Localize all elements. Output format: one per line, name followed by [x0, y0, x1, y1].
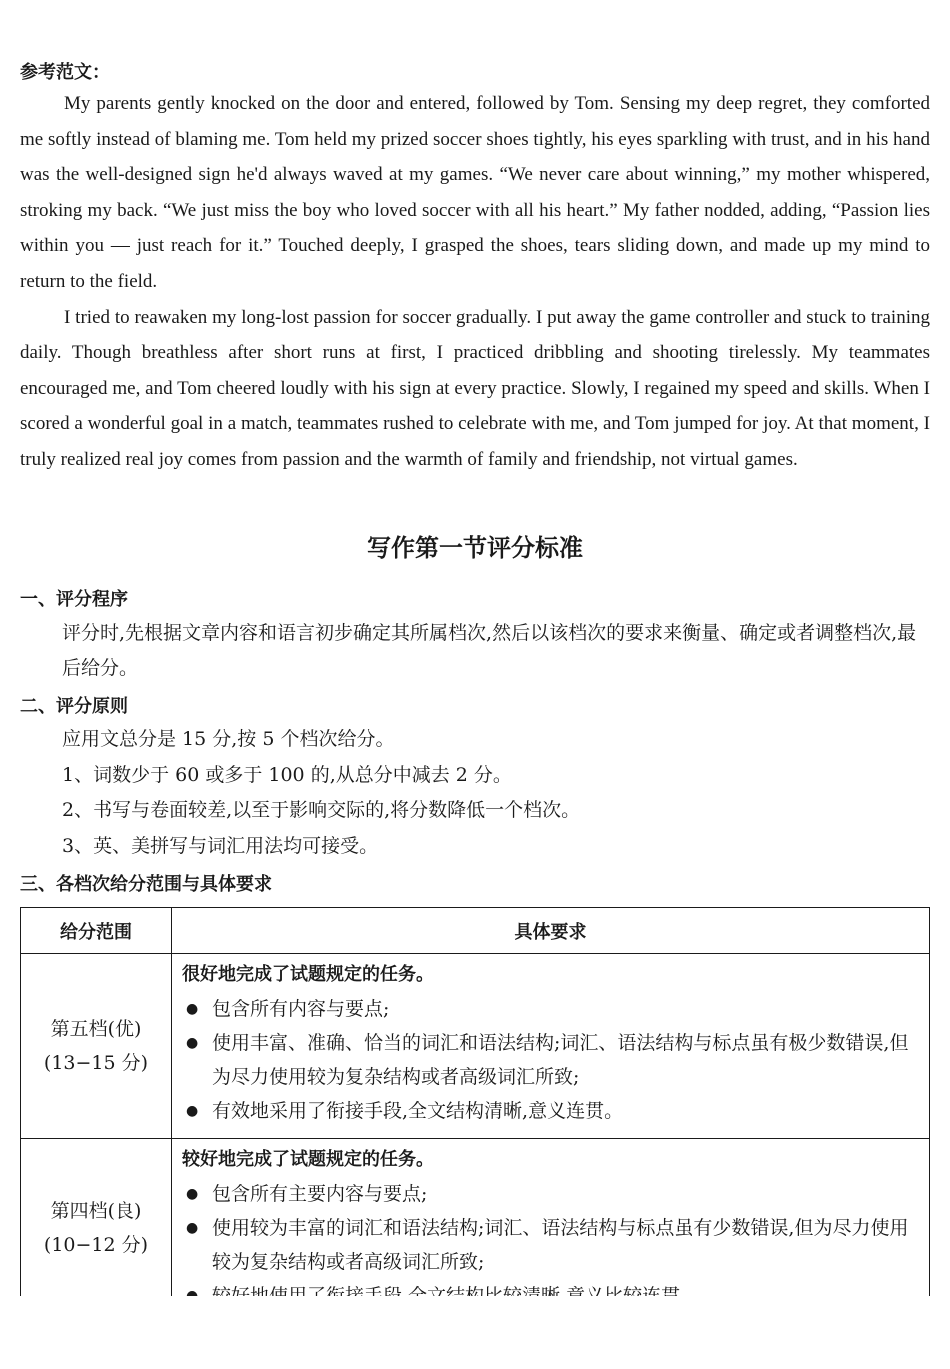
rule-line-2: 2、书写与卷面较差,以至于影响交际的,将分数降低一个档次。: [62, 799, 581, 821]
page-bottom-crop: [0, 1296, 950, 1369]
reference-label: 参考范文：: [20, 62, 110, 83]
level-range: (10−12 分): [43, 1234, 149, 1256]
page-title: 写作第一节评分标准: [367, 534, 583, 562]
level-range: (13−15 分): [43, 1052, 149, 1074]
table-header-row: [21, 908, 930, 954]
rule-line-0: 应用文总分是 15 分,按 5 个档次给分。: [62, 728, 395, 750]
list-item: ● 使用丰富、准确、恰当的词汇和语法结构;词汇、语法结构与标点虽有极少数错误,但为尽力使用较为复杂结构或者高级词汇所致;: [182, 1026, 921, 1094]
level-cell: [21, 1139, 172, 1318]
rule-line-1: 1、词数少于 60 或多于 100 的,从总分中减去 2 分。: [62, 764, 512, 786]
header-score-range: 给分范围: [21, 908, 172, 954]
section-1-text: 评分时,先根据文章内容和语言初步确定其所属档次,然后以该档次的要求来衡量、确定或者调整档次,最后给分。: [62, 622, 917, 679]
grading-table: [20, 907, 930, 1318]
level-cell: [21, 954, 172, 1139]
rule-line-3: 3、英、美拼写与词汇用法均可接受。: [62, 835, 379, 857]
table-row: [21, 1139, 930, 1318]
requirement-cell: [172, 954, 930, 1139]
level-name: 第四档(良): [50, 1200, 142, 1222]
header-requirements: 具体要求: [172, 908, 930, 954]
list-item: ● 包含所有内容与要点;: [182, 992, 921, 1026]
section-2-heading: 二、评分原则: [20, 696, 128, 717]
requirement-summary: 较好地完成了试题规定的任务。: [182, 1149, 434, 1170]
section-1-heading: 一、评分程序: [20, 589, 128, 610]
essay-paragraph-2: I tried to reawaken my long-lost passion for soccer gradually. I put away the game controller and stuck to training daily. Though breathless after short runs at first, I practiced dribbling and shooting tirelessly. My teammates encouraged me, and Tom cheered loudly with his sign at every practice. Slowly, I regained my speed and skills. When I scored a wonderful goal in a match, teammates rushed to celebrate with me, and Tom jumped for joy. At that moment, I truly realized real joy comes from passion and the warmth of family and friendship, not virtual games.: [20, 306, 930, 470]
list-item: ● 包含所有主要内容与要点;: [182, 1177, 921, 1211]
level-name: 第五档(优): [50, 1018, 142, 1040]
requirement-list: [182, 992, 921, 1128]
table-row: [21, 954, 930, 1139]
list-item: ● 使用较为丰富的词汇和语法结构;词汇、语法结构与标点虽有少数错误,但为尽力使用较为复杂结构或者高级词汇所致;: [182, 1211, 921, 1279]
essay-paragraph-1: My parents gently knocked on the door and entered, followed by Tom. Sensing my deep regret, they comforted me softly instead of blaming me. Tom held my prized soccer shoes tightly, his eyes sparkling with trust, and in his hand was the well-designed sign he'd always waved at my games. “We never care about winning,” my mother whispered, stroking my back. “We just miss the boy who loved soccer with all his heart.” My father nodded, adding, “Passion lies within you — just reach for it.” Touched deeply, I grasped the shoes, tears sliding down, and made up my mind to return to the field.: [20, 93, 930, 292]
requirement-summary: 很好地完成了试题规定的任务。: [182, 964, 434, 985]
section-3-heading: 三、各档次给分范围与具体要求: [20, 874, 272, 895]
list-item: ● 有效地采用了衔接手段,全文结构清晰,意义连贯。: [182, 1094, 921, 1128]
reference-essay: [20, 86, 930, 478]
requirement-cell: [172, 1139, 930, 1318]
requirement-list: [182, 1177, 921, 1313]
